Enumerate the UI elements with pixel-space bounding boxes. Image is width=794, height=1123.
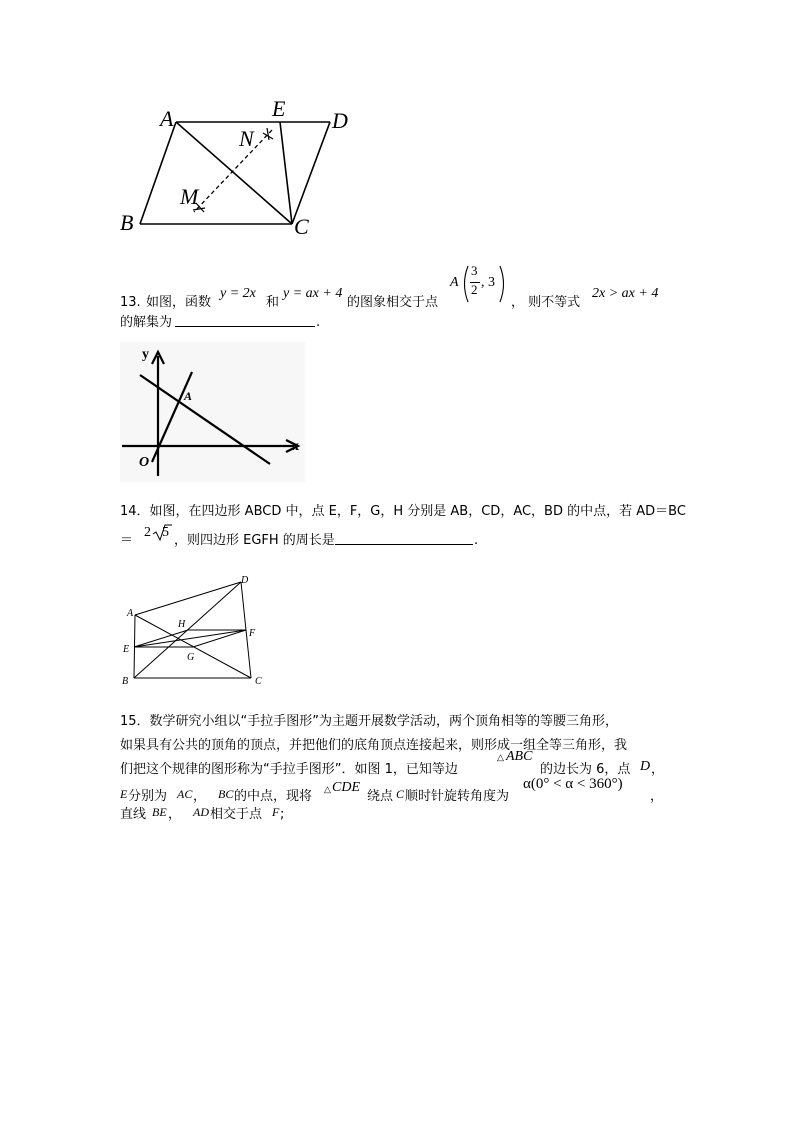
q15-be: BE — [152, 805, 167, 819]
q14-label-G: G — [187, 652, 195, 663]
q13-inequality: 2x > ax + 4 — [592, 286, 659, 301]
label-N: N — [239, 126, 254, 151]
q13-function-2: y = ax + 4 — [283, 286, 343, 301]
q15-cde: CDE — [332, 780, 360, 795]
graph-label-a: A — [184, 389, 193, 403]
q13-and: 和 — [266, 295, 280, 310]
q15-comma-2: ， — [193, 789, 207, 804]
q15-line-3b: 的边长为 6，点 — [540, 762, 631, 777]
q13-then: ， 则不等式 — [511, 295, 581, 310]
q14-line-1: 14．如图，在四边形 ABCD 中，点 E，F，G，H 分别是 AB，CD，AC，BD 的中点，若 AD＝BC — [120, 504, 686, 519]
q15-line-3a: 们把这个规律的图形称为“手拉手图形”．如图 1，已知等边 — [120, 762, 458, 777]
q14-label-E: E — [123, 644, 130, 655]
q15-line-4c: 绕点 — [367, 789, 394, 804]
q13-point-a — [450, 264, 512, 304]
q13-intro: 如图，函数 — [146, 295, 212, 310]
q15-triangle-1: △ — [497, 752, 504, 762]
q13-answer-prompt: 的解集为 — [120, 315, 173, 330]
q14-label-C: C — [255, 676, 262, 687]
q15-line-4b: 的中点，现将 — [234, 789, 313, 804]
q14-coefficient: 2 — [144, 525, 151, 540]
parallelogram-figure — [110, 92, 370, 242]
q15-line-1: 15．数学研究小组以“手拉手图形”为主题开展数学活动，两个顶角相等的等腰三角形， — [120, 714, 619, 729]
q13-answer-blank[interactable] — [175, 312, 315, 327]
q14-quadrilateral-figure — [118, 572, 268, 692]
q15-ac: AC — [177, 787, 193, 801]
q15-abc: ABC — [506, 749, 533, 764]
q15-semicolon: ; — [280, 807, 285, 822]
q15-line-4d: 顺时针旋转角度为 — [405, 789, 510, 804]
q14-equals: ＝ — [120, 533, 134, 548]
q13-number: 13. — [120, 295, 141, 310]
graph-label-o: O — [139, 455, 150, 470]
label-D: D — [332, 108, 348, 133]
q13-end: . — [316, 315, 321, 330]
q15-ad: AD — [193, 805, 209, 819]
q15-comma-1: ， — [651, 762, 665, 777]
q13-frac-num: 3 — [471, 263, 478, 278]
label-A: A — [160, 106, 174, 131]
q13-point-a-letter: A — [450, 275, 459, 290]
label-C: C — [294, 214, 309, 239]
q15-triangle-2: △ — [324, 784, 331, 794]
q14-label-D: D — [241, 575, 249, 586]
q15-line-4a: 分别为 — [128, 789, 168, 804]
label-M: M — [180, 184, 199, 209]
q14-label-H: H — [178, 619, 186, 630]
q14-end: . — [474, 533, 479, 548]
q14-label-F: F — [249, 628, 256, 639]
q15-point-c: C — [396, 787, 405, 801]
q15-line-2: 如果具有公共的顶角的顶点，并把他们的底角顶点连接起来，则形成一组全等三角形，我 — [120, 738, 628, 753]
q15-comma-3: ， — [650, 789, 664, 804]
graph-label-x: x — [292, 439, 299, 454]
q14-label-A: A — [127, 608, 134, 619]
right-paren — [498, 264, 508, 304]
q15-line-5a: 直线 — [120, 807, 147, 822]
q13-point-y: , 3 — [481, 275, 495, 290]
q13-mid: 的图象相交于点 — [347, 295, 439, 310]
q15-point-d: D — [640, 759, 651, 774]
left-paren — [460, 264, 470, 304]
q15-comma-4: ， — [168, 807, 182, 822]
q15-point-f: F — [272, 805, 280, 819]
q15-line-5b: 相交于点 — [210, 807, 263, 822]
q13-graph — [120, 342, 305, 482]
q15-alpha-range: α(0° < α < 360°) — [523, 776, 623, 792]
q15-point-e: E — [120, 787, 128, 801]
label-B: B — [120, 210, 134, 235]
q15-bc: BC — [218, 787, 234, 801]
graph-label-y: y — [142, 347, 149, 362]
q14-answer-blank[interactable] — [335, 530, 473, 545]
q13-function-1: y = 2x — [220, 286, 256, 301]
q13-frac-den: 2 — [471, 282, 478, 297]
q14-label-B: B — [122, 676, 129, 687]
q14-radicand: 5 — [162, 525, 169, 540]
q14-line-2: ，则四边形 EGFH 的周长是 — [174, 533, 335, 548]
label-E: E — [272, 96, 286, 121]
